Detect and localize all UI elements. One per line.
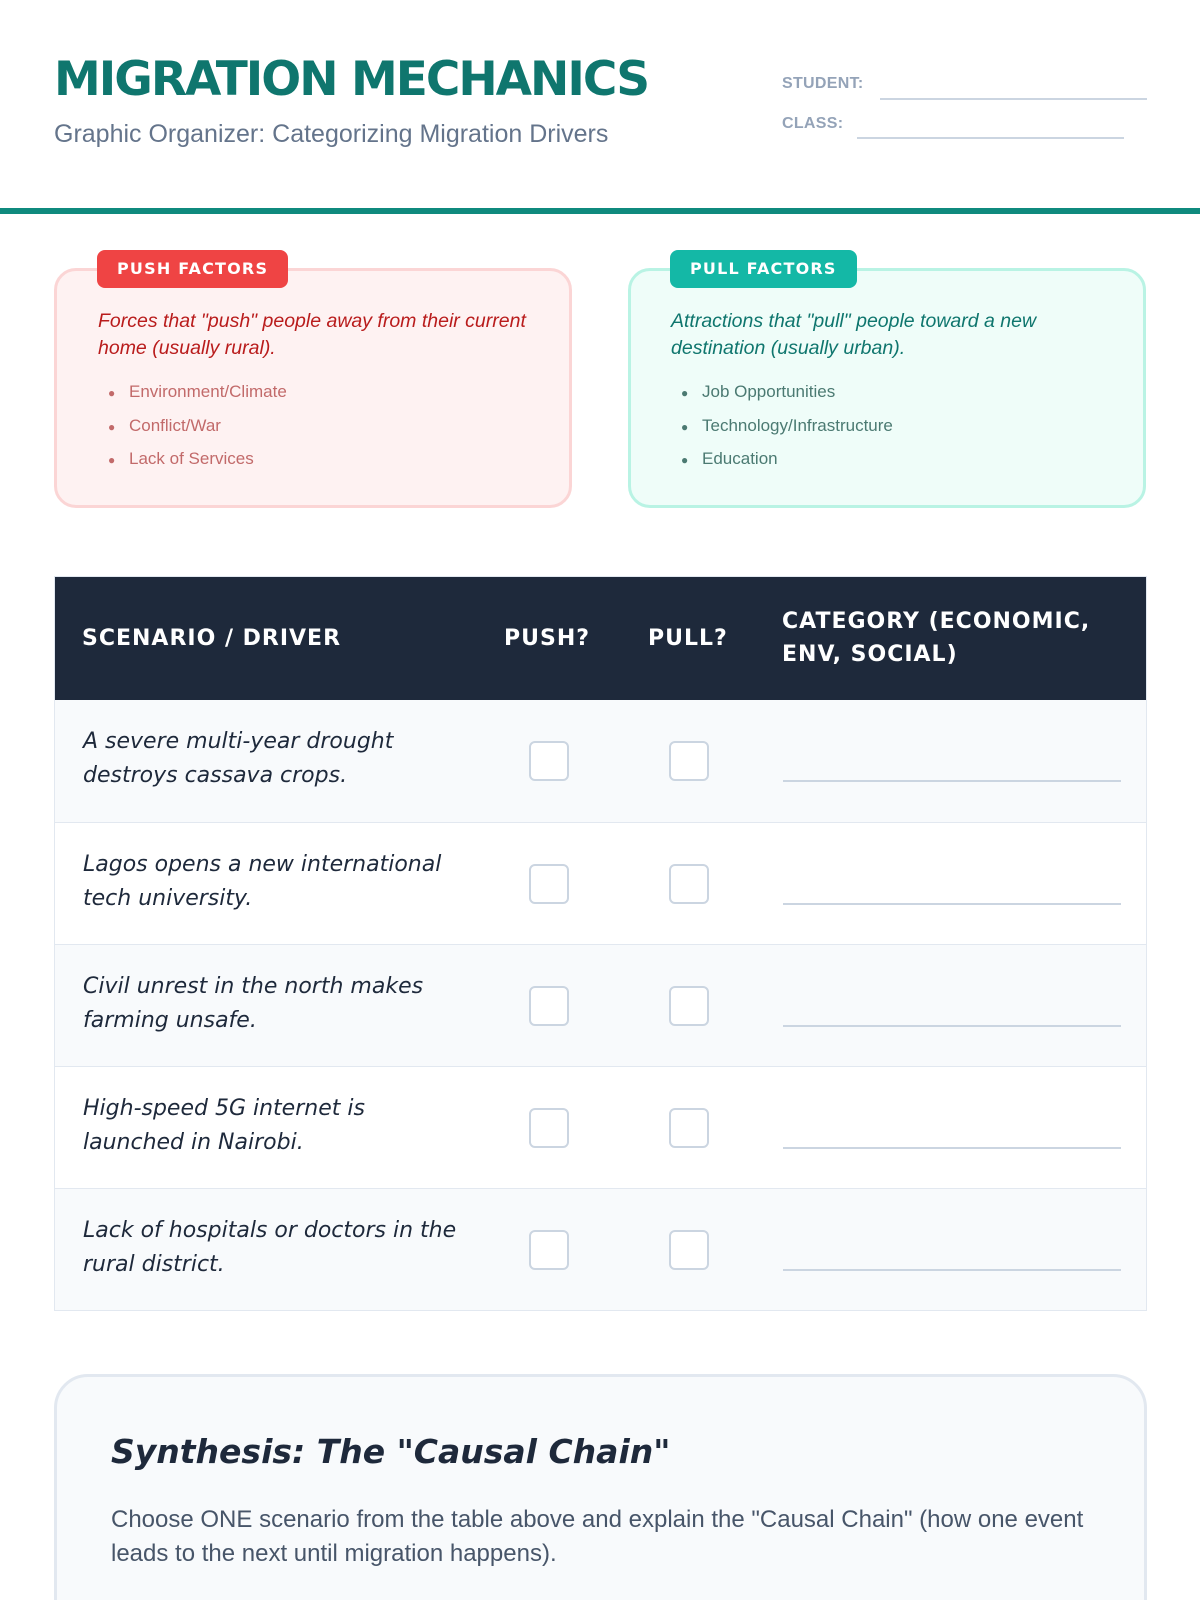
scenario-text: Civil unrest in the north makes farming unsafe. bbox=[83, 974, 424, 1033]
category-answer-field[interactable] bbox=[783, 1147, 1121, 1149]
column-header-pull: PULL? bbox=[648, 626, 728, 651]
table-row bbox=[55, 700, 1146, 822]
worksheet-header bbox=[0, 0, 1200, 214]
push-factors-tag: PUSH FACTORS bbox=[97, 250, 288, 288]
pull-factors-tag: PULL FACTORS bbox=[670, 250, 857, 288]
scenario-table bbox=[54, 576, 1147, 1311]
bullet-icon: ● bbox=[681, 419, 689, 434]
page-subtitle: Graphic Organizer: Categorizing Migration Drivers bbox=[54, 120, 609, 148]
list-item: ● Job Opportunities bbox=[681, 376, 893, 410]
scenario-text: Lagos opens a new international tech university. bbox=[83, 852, 442, 911]
push-checkbox[interactable] bbox=[529, 741, 569, 781]
pull-checkbox[interactable] bbox=[669, 1230, 709, 1270]
pull-checkbox[interactable] bbox=[669, 741, 709, 781]
table-body bbox=[55, 700, 1146, 1310]
push-factors-description: Forces that "push" people away from their current home (usually rural). bbox=[98, 310, 526, 359]
list-item: ● Conflict/War bbox=[108, 410, 287, 444]
list-item: ● Lack of Services bbox=[108, 443, 287, 477]
pull-checkbox[interactable] bbox=[669, 1108, 709, 1148]
synthesis-instructions: Choose ONE scenario from the table above and explain the "Causal Chain" (how one event leads to the next until migration happens). bbox=[111, 1506, 1084, 1567]
category-answer-field[interactable] bbox=[783, 780, 1121, 782]
class-label: CLASS: bbox=[782, 115, 844, 132]
push-checkbox[interactable] bbox=[529, 864, 569, 904]
student-name-field[interactable] bbox=[880, 98, 1147, 100]
scenario-text: A severe multi-year drought destroys cassava crops. bbox=[83, 729, 394, 788]
column-header-category: CATEGORY (ECONOMIC, ENV, SOCIAL) bbox=[782, 609, 1091, 667]
page-title: MIGRATION MECHANICS bbox=[54, 52, 649, 107]
push-checkbox[interactable] bbox=[529, 1108, 569, 1148]
synthesis-title: Synthesis: The "Causal Chain" bbox=[111, 1432, 671, 1471]
pull-checkbox[interactable] bbox=[669, 986, 709, 1026]
column-header-push: PUSH? bbox=[504, 626, 591, 651]
list-item: ● Education bbox=[681, 443, 893, 477]
list-item: ● Technology/Infrastructure bbox=[681, 410, 893, 444]
bullet-icon: ● bbox=[681, 386, 689, 400]
table-row bbox=[55, 944, 1146, 1066]
column-header-scenario: SCENARIO / DRIVER bbox=[82, 626, 342, 651]
category-answer-field[interactable] bbox=[783, 1025, 1121, 1027]
table-row bbox=[55, 1188, 1146, 1310]
category-answer-field[interactable] bbox=[783, 1269, 1121, 1271]
push-factors-list bbox=[108, 376, 287, 477]
table-row bbox=[55, 1066, 1146, 1188]
table-row bbox=[55, 822, 1146, 944]
category-answer-field[interactable] bbox=[783, 903, 1121, 905]
list-item: ● Environment/Climate bbox=[108, 376, 287, 410]
bullet-icon: ● bbox=[108, 419, 116, 434]
bullet-icon: ● bbox=[108, 386, 116, 400]
pull-factors-list bbox=[681, 376, 893, 477]
push-checkbox[interactable] bbox=[529, 986, 569, 1026]
class-name-field[interactable] bbox=[857, 137, 1124, 139]
student-label: STUDENT: bbox=[782, 75, 864, 92]
table-header bbox=[55, 577, 1146, 700]
pull-factors-description: Attractions that "pull" people toward a new destination (usually urban). bbox=[671, 310, 1037, 359]
bullet-icon: ● bbox=[681, 453, 689, 467]
push-checkbox[interactable] bbox=[529, 1230, 569, 1270]
pull-checkbox[interactable] bbox=[669, 864, 709, 904]
scenario-text: High-speed 5G internet is launched in Nairobi. bbox=[83, 1096, 365, 1155]
scenario-text: Lack of hospitals or doctors in the rural district. bbox=[83, 1218, 457, 1277]
bullet-icon: ● bbox=[108, 453, 116, 467]
